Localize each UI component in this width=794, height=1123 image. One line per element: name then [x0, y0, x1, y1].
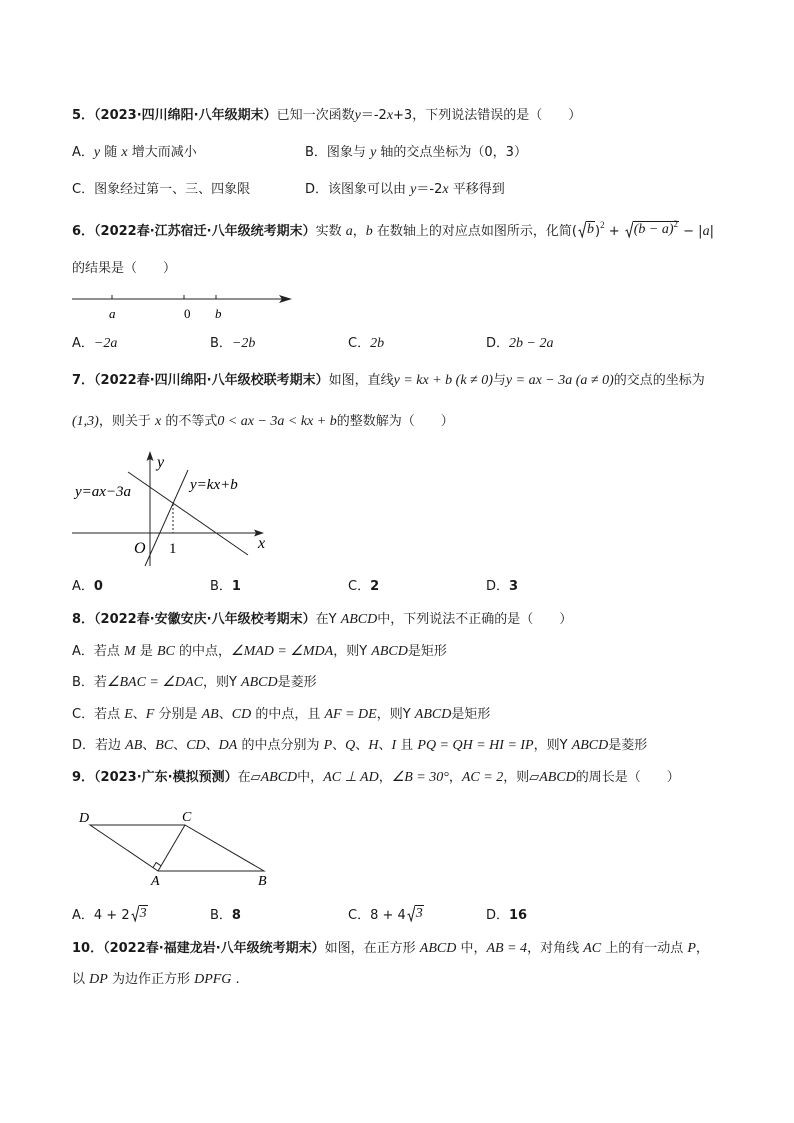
q8-option-d [72, 734, 647, 758]
q6-stem-text: 实数 [315, 224, 346, 239]
q5-option-d-text: 平移得到 [448, 182, 505, 197]
q6-stem-bold-text: 6．（2022春·江苏宿迁·八年级统考期末） [72, 224, 316, 239]
q8-option-a-text: 是 [135, 643, 157, 659]
q7-stem-text: ，则关于 [98, 414, 155, 429]
q8-option-b [72, 671, 317, 695]
q6-options-row-1 [72, 332, 772, 356]
q6-option-d [486, 332, 624, 356]
q6-stem-text: ， [352, 224, 366, 239]
q8-stem-line-1 [72, 608, 772, 632]
q10-stem-text: 如图，在正方形 [324, 941, 420, 956]
question-10-stem [72, 937, 772, 992]
q8-option-d-label: D． [72, 738, 96, 753]
q8-option-a-text: 是矩形 [407, 643, 447, 659]
q6-stem-math: a [345, 224, 353, 239]
q9-stem-text: ， [448, 770, 462, 785]
q8-option-c-math: AB [201, 706, 219, 722]
q5-option-a-text: 增大而减小 [127, 145, 197, 160]
q7-stem-math: (1,3) [72, 414, 99, 429]
q8-option-d-text: 、 [378, 738, 392, 753]
q6-option-d-label: D． [486, 336, 510, 351]
q9-option-a-label: A． [72, 908, 94, 923]
q9-option-c-text: 8 + 4 [370, 908, 406, 923]
q5-option-d-label: D． [305, 182, 329, 197]
q9-stem-text: ，则▱ [503, 770, 540, 785]
q9-stem-math: ABCD [539, 770, 576, 785]
q8-option-b-text: 若 [93, 675, 107, 690]
vertex-d-label: D [79, 811, 90, 826]
q9-option-c-label: C． [348, 908, 371, 923]
q8-option-a-text: 若点 [93, 643, 125, 659]
q5-options-row-2 [72, 178, 772, 202]
q6-stem-math: a [702, 224, 710, 239]
q7-stem-math: y = ax − 3a (a ≠ 0) [505, 373, 614, 388]
q5-option-d [305, 178, 538, 202]
q8-option-a-text: 的中点， [174, 643, 232, 659]
q6-stem-text: 的结果是（ ） [72, 261, 177, 276]
q7-option-a-label: A． [72, 579, 94, 594]
question-5-stem [72, 104, 772, 128]
q8-option-d-math: BC [155, 738, 174, 753]
q7-option-b-label: B． [210, 579, 232, 594]
q5-option-b-math: y [370, 145, 377, 160]
q6-stem-radicand-text: (b − a) [633, 222, 674, 237]
q8-option-d-math: P [323, 738, 333, 753]
q5-option-d-math: y [410, 182, 417, 197]
q8-option-d-text: 、 [205, 738, 219, 753]
q10-stem-line-2 [72, 968, 772, 992]
question-9-options [72, 904, 772, 928]
q8-option-a-label: A． [72, 643, 94, 659]
q8-option-d-text: 、 [173, 738, 187, 753]
q5-option-b [305, 141, 538, 165]
q7-option-a [72, 575, 210, 599]
q9-options-row-1 [72, 904, 772, 928]
q8-option-d-text: 、 [142, 738, 156, 753]
q6-option-b [210, 332, 348, 356]
q5-stem-math: x [386, 108, 394, 123]
q9-option-a-text: 4 + 2 [93, 908, 130, 923]
x-axis-label: x [258, 535, 266, 552]
q8-option-b-math: ABCD [241, 675, 278, 690]
q5-option-a [72, 141, 305, 165]
q10-stem-math: DP [89, 972, 108, 987]
q8-stem-math: ABCD [340, 612, 378, 627]
q7-stem-math: y = kx + b (k ≠ 0) [393, 373, 493, 388]
q8-option-d-math: ABCD [571, 738, 609, 753]
q6-stem-text: − | [679, 224, 703, 239]
q6-stem-line-1 [72, 220, 772, 244]
q6-option-c-math: 2b [370, 336, 385, 351]
q9-option-a [72, 904, 210, 928]
q7-stem-math: 0 < ax − 3a < kx + b [217, 414, 337, 429]
question-7-options [72, 575, 772, 599]
q8-option-d-math: CD [186, 738, 206, 753]
q8-option-d-text: 是菱形 [608, 738, 648, 753]
q8-option-d-math: Q [345, 738, 356, 753]
q10-stem-text: ， [695, 941, 709, 956]
q9-stem-math: AC = 2 [461, 770, 504, 785]
parallelogram-abcd [90, 825, 264, 871]
q9-stem-bold-text: 9．（2023·广东·模拟预测） [72, 770, 238, 785]
q8-option-d-math: I [391, 738, 397, 753]
q8-option-a [72, 640, 447, 664]
q5-option-a-label: A． [72, 145, 94, 160]
q9-option-d-bold-text: 16 [509, 908, 528, 923]
vertex-c-label: C [182, 810, 192, 825]
q8-option-d-math: DA [218, 738, 238, 753]
q8-option-c-text: 若点 [94, 706, 125, 722]
q5-stem-text: 已知一次函数 [276, 108, 355, 123]
q5-option-d-text: ＝-2 [416, 182, 443, 197]
q8-options-row-2 [72, 671, 772, 695]
q7-stem-text: 的不等式 [161, 414, 218, 429]
q9-stem-text: ， [378, 770, 392, 785]
q6-stem-radicand [586, 221, 595, 238]
q9-stem-text: 中， [297, 770, 324, 785]
q6-stem-radicand-exponent: 2 [673, 219, 679, 229]
q8-option-b-text: ，则Y [202, 675, 242, 690]
q6-option-d-math: 2b − 2a [509, 336, 554, 351]
q8-option-c-text: ，则Y [376, 706, 415, 722]
q6-stem-superscript: 2 [600, 220, 605, 230]
q8-option-a-text: ，则Y [333, 643, 372, 659]
q9-option-b-label: B． [210, 908, 232, 923]
q9-stem-line-1 [72, 766, 772, 790]
q9-option-b-bold-text: 8 [231, 908, 241, 923]
q7-option-b [210, 575, 348, 599]
q5-option-c [72, 178, 305, 202]
q8-option-a-math: BC [156, 643, 175, 659]
q8-option-c-math: ABCD [414, 706, 452, 722]
q6-option-a-math: −2a [93, 336, 118, 351]
q10-stem-math: AC [583, 941, 602, 956]
q6-stem-math: b [365, 224, 373, 239]
number-line-figure [60, 285, 300, 325]
q8-option-c [72, 703, 490, 727]
q6-stem-text: ) [594, 224, 601, 239]
q8-option-c-text: 、 [218, 706, 232, 722]
q5-option-a-math: y [93, 145, 101, 160]
y-axis-label: y [157, 454, 165, 471]
q9-stem-text: 的周长是（ ） [575, 770, 680, 785]
q8-option-b-math: ∠BAC = ∠DAC [106, 675, 203, 690]
q9-stem-math: AC ⊥ AD [323, 770, 379, 785]
q8-option-c-text: 分别是 [154, 706, 202, 722]
q9-option-a-radicand-text: 3 [139, 906, 147, 921]
q10-stem-math: ABCD [419, 941, 457, 956]
radical-sign-icon [625, 221, 633, 238]
q7-stem-text: 的交点的坐标为 [613, 373, 705, 388]
q5-stem-text: +3，下列说法错误的是（ ） [393, 108, 582, 123]
q6-option-b-math: −2b [231, 336, 256, 351]
q6-stem-radicand-text: b [586, 222, 594, 237]
q5-option-a-text: 随 [100, 145, 122, 160]
q10-stem-text: 中， [456, 941, 487, 956]
origin-label: O [134, 540, 146, 557]
q7-option-d [486, 575, 624, 599]
question-10 [72, 937, 772, 992]
q6-option-a [72, 332, 210, 356]
q5-option-b-label: B． [305, 145, 327, 160]
q9-option-a-radicand [139, 905, 148, 922]
q6-stem-text: + [604, 224, 624, 239]
q7-stem-math: x [154, 414, 162, 429]
diagonal-ac [158, 825, 185, 871]
q7-option-c-label: C． [348, 579, 371, 594]
q7-stem-line-1 [72, 369, 772, 393]
q7-option-b-bold-text: 1 [231, 579, 241, 594]
q8-option-c-math: E [124, 706, 133, 722]
line2-label: y=kx+b [190, 477, 238, 493]
q5-option-c-label: C． [72, 182, 95, 197]
q10-stem-text: 为边作正方形 [107, 972, 195, 987]
q7-option-a-bold-text: 0 [93, 579, 103, 594]
q8-option-c-math: F [145, 706, 155, 722]
q9-option-d [486, 904, 624, 928]
q8-option-c-math: CD [231, 706, 252, 722]
q5-options-row-1 [72, 141, 772, 165]
question-8 [72, 608, 772, 758]
q8-options-row-1 [72, 640, 772, 664]
q6-stem-radical [625, 221, 679, 238]
question-8-stem [72, 608, 772, 632]
radical-sign-icon [131, 905, 139, 922]
q5-option-d-math: x [442, 182, 449, 197]
q6-stem-text: ( [571, 224, 577, 239]
q10-stem-math: P [687, 941, 696, 956]
q5-option-d-text: 该图象可以由 [328, 182, 411, 197]
q7-option-d-label: D． [486, 579, 510, 594]
q9-stem-math: ∠B = 30° [391, 770, 449, 785]
parallelogram-figure [70, 806, 280, 891]
question-9-stem [72, 766, 772, 790]
q9-option-c-radicand [415, 905, 424, 922]
tick-one-label: 1 [169, 541, 177, 557]
q8-option-d-text: 的中点分别为 [237, 738, 324, 753]
question-7-stem [72, 369, 772, 434]
q8-option-b-text: 是菱形 [277, 675, 317, 690]
q6-stem-text: 在数轴上的对应点如图所示，化简 [372, 224, 572, 239]
q10-stem-text: ，对角线 [527, 941, 584, 956]
q7-options-row-1 [72, 575, 772, 599]
q8-option-d-text: 且 [396, 738, 418, 753]
q5-stem-line-1 [72, 104, 772, 128]
q6-option-c [348, 332, 486, 356]
q10-stem-line-1 [72, 937, 772, 961]
q10-stem-text: . [231, 972, 240, 987]
q8-option-c-label: C． [72, 706, 95, 722]
q8-option-a-math: ABCD [371, 643, 408, 659]
q8-stem-text: 中，下列说法不正确的是（ ） [377, 612, 573, 627]
q8-options-row-3 [72, 703, 772, 727]
q8-option-b-label: B． [72, 675, 94, 690]
q9-option-c-radical [407, 905, 424, 922]
q6-stem-line-2 [72, 257, 772, 281]
q5-option-c-text: 图象经过第一、三、四象限 [94, 182, 251, 197]
q8-option-d-text: 、 [332, 738, 346, 753]
radical-sign-icon [407, 905, 415, 922]
q8-option-c-text: 是矩形 [451, 706, 491, 722]
radical-sign-icon [578, 221, 586, 238]
right-angle-mark-icon [153, 863, 161, 868]
q7-option-c [348, 575, 486, 599]
q10-stem-math: AB = 4 [486, 941, 528, 956]
question-6-stem [72, 220, 772, 281]
q7-stem-text: 与 [492, 373, 506, 388]
q6-option-c-label: C． [348, 336, 371, 351]
q5-option-b-text: 轴的交点坐标为（0，3） [376, 145, 527, 160]
q7-option-d-bold-text: 3 [509, 579, 519, 594]
q8-option-a-math: M [124, 643, 136, 659]
label-a: a [109, 306, 116, 321]
q6-stem-text: | [709, 224, 714, 239]
q8-option-d-math: H [368, 738, 379, 753]
q7-option-c-bold-text: 2 [370, 579, 380, 594]
line-y-kx-plus-b [145, 470, 188, 566]
q9-option-b [210, 904, 348, 928]
q9-stem-text: 在▱ [237, 770, 261, 785]
vertex-b-label: B [258, 874, 267, 889]
q9-option-c-radicand-text: 3 [415, 906, 423, 921]
line1-label: y=ax−3a [75, 484, 132, 500]
q10-stem-text: 以 [72, 972, 90, 987]
question-5-options [72, 141, 772, 202]
q5-option-b-text: 图象与 [326, 145, 371, 160]
q5-stem-bold-text: 5．（2023·四川绵阳·八年级期末） [72, 108, 277, 123]
q5-option-a-math: x [121, 145, 128, 160]
q7-stem-line-2 [72, 410, 772, 434]
q8-stem-text: 在Y [315, 612, 341, 627]
q8-option-d-text: 若边 [95, 738, 126, 753]
q8-option-c-text: 的中点，且 [251, 706, 325, 722]
q10-stem-bold-text: 10．（2022春·福建龙岩·八年级统考期末） [72, 941, 325, 956]
q9-option-d-label: D． [486, 908, 510, 923]
q8-option-d-math: AB [125, 738, 143, 753]
q8-option-d-text: 、 [355, 738, 369, 753]
q6-stem-radical [578, 221, 595, 238]
vertex-a-label: A [151, 874, 160, 889]
q8-stem-bold-text: 8．（2022春·安徽安庆·八年级校考期末） [72, 612, 316, 627]
q9-stem-math: ABCD [260, 770, 298, 785]
q10-stem-math: DPFG [194, 972, 232, 987]
q6-stem-radicand [633, 221, 679, 238]
q8-option-d-math: PQ = QH = HI = IP [417, 738, 534, 753]
label-zero: 0 [184, 306, 191, 321]
q10-stem-text: 上的有一动点 [601, 941, 688, 956]
label-b: b [215, 306, 222, 321]
q8-option-c-text: 、 [132, 706, 146, 722]
q8-option-a-math: ∠MAD = ∠MDA [231, 643, 334, 659]
q9-option-a-radical [131, 905, 148, 922]
q7-stem-text: 如图，直线 [328, 373, 394, 388]
q5-stem-text: ＝-2 [360, 108, 387, 123]
q8-option-d-text: ，则Y [533, 738, 572, 753]
linear-functions-graph [60, 448, 280, 570]
question-5 [72, 104, 772, 202]
q7-stem-bold-text: 7．（2022春·四川绵阳·八年级校联考期末） [72, 373, 329, 388]
q8-options-row-4 [72, 734, 772, 758]
question-8-options [72, 640, 772, 759]
q7-stem-text: 的整数解为（ ） [336, 414, 454, 429]
question-6-options [72, 332, 772, 356]
q9-option-c [348, 904, 486, 928]
q6-option-b-label: B． [210, 336, 232, 351]
q5-stem-math: y [354, 108, 361, 123]
q6-option-a-label: A． [72, 336, 94, 351]
q8-option-c-math: AF = DE [324, 706, 377, 722]
